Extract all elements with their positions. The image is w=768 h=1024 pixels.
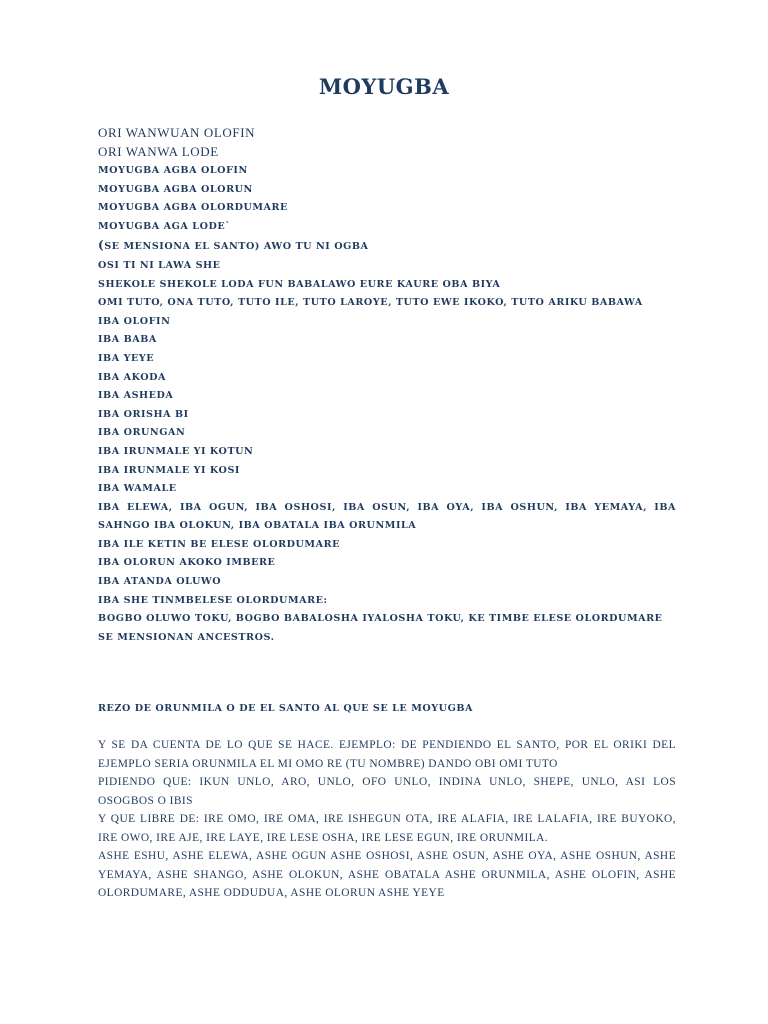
list-item bbox=[98, 236, 676, 257]
list-item: IBA ILE KETIN BE ELESE OLORDUMARE bbox=[98, 538, 340, 550]
list-item: MOYUGBA AGBA OLORUN bbox=[98, 183, 253, 195]
ashe-paragraph bbox=[98, 847, 676, 903]
intro-line: ORI WANWA LODE bbox=[98, 144, 219, 159]
list-item: IBA IRUNMALE YI KOSI bbox=[98, 464, 240, 476]
list-item: IBA WAMALE bbox=[98, 483, 177, 495]
list-item: IBA YEYE bbox=[98, 352, 155, 364]
list-item: IBA BABA bbox=[98, 334, 157, 346]
list-item: IBA ASHEDA bbox=[98, 390, 174, 402]
open-parenthesis: ( bbox=[98, 238, 105, 253]
document-title: MOYUGBA bbox=[318, 74, 450, 99]
list-item: IBA OLORUN AKOKO IMBERE bbox=[98, 557, 276, 569]
list-item: MOYUGBA AGA LODE` bbox=[98, 220, 231, 232]
section-heading: REZO DE ORUNMILA O DE EL SANTO AL QUE SE LE MOYUGBA bbox=[98, 703, 473, 714]
intro-block bbox=[98, 123, 676, 161]
list-item: IBA ORISHA BI bbox=[98, 408, 189, 420]
list-item: IBA OLOFIN bbox=[98, 315, 171, 327]
explanation-paragraph bbox=[98, 736, 676, 848]
list-item: IBA SHE TINMBELESE OLORDUMARE: bbox=[98, 594, 328, 606]
paragraph-line: ASHE ESHU, ASHE ELEWA, ASHE OGUN ASHE OSHOSI, ASHE OSUN, ASHE OYA, ASHE OSHUN, ASHE YEMAYA, ASHE SHANGO, ASHE OLOKUN, ASHE OBATALA ASHE ORUNMILA, ASHE OLOFIN, ASHE OLORDUMARE, ASHE ODDUDUA, ASHE OLORUN ASHE YEYE bbox=[98, 850, 676, 900]
invocation-list bbox=[98, 162, 676, 647]
list-item: BOGBO OLUWO TOKU, BOGBO BABALOSHA IYALOSHA TOKU, KE TIMBE ELESE OLORDUMARE bbox=[98, 613, 663, 625]
list-item: MOYUGBA AGBA OLORDUMARE bbox=[98, 202, 288, 214]
list-item: SE MENSIONAN ANCESTROS. bbox=[98, 631, 275, 643]
paragraph-line: Y SE DA CUENTA DE LO QUE SE HACE. EJEMPLO: DE PENDIENDO EL SANTO, POR EL ORIKI DEL EJEMPLO SERIA ORUNMILA EL MI OMO RE (TU NOMBRE) DANDO OBI OMI TUTO bbox=[98, 739, 676, 770]
list-item: IBA ORUNGAN bbox=[98, 427, 186, 439]
list-item: MOYUGBA AGBA OLOFIN bbox=[98, 165, 248, 176]
paragraph-line: Y QUE LIBRE DE: IRE OMO, IRE OMA, IRE ISHEGUN OTA, IRE ALAFIA, IRE LALAFIA, IRE BUYOKO, IRE OWO, IRE AJE, IRE LAYE, IRE LESE OSHA, IRE LESE EGUN, IRE ORUNMILA. bbox=[98, 813, 676, 844]
list-item: OSI TI NI LAWA SHE bbox=[98, 259, 221, 271]
list-item: IBA ATANDA OLUWO bbox=[98, 576, 222, 588]
list-item-text: SE MENSIONA EL SANTO) AWO TU NI OGBA bbox=[104, 241, 369, 253]
list-item: IBA AKODA bbox=[98, 371, 166, 383]
list-item: IBA IRUNMALE YI KOTUN bbox=[98, 445, 254, 457]
intro-line: ORI WANWUAN OLOFIN bbox=[98, 125, 256, 140]
list-item: IBA ELEWA, IBA OGUN, IBA OSHOSI, IBA OSUN, IBA OYA, IBA OSHUN, IBA YEMAYA, IBA SAHNGO IBA OLOKUN, IBA OBATALA IBA ORUNMILA bbox=[98, 501, 676, 532]
paragraph-line: PIDIENDO QUE: IKUN UNLO, ARO, UNLO, OFO UNLO, INDINA UNLO, SHEPE, UNLO, ASI LOS OSOGBOS O IBIS bbox=[98, 776, 676, 807]
list-item: OMI TUTO, ONA TUTO, TUTO ILE, TUTO LAROYE, TUTO EWE IKOKO, TUTO ARIKU BABAWA bbox=[98, 297, 643, 309]
list-item: SHEKOLE SHEKOLE LODA FUN BABALAWO EURE KAURE OBA BIYA bbox=[98, 278, 501, 290]
